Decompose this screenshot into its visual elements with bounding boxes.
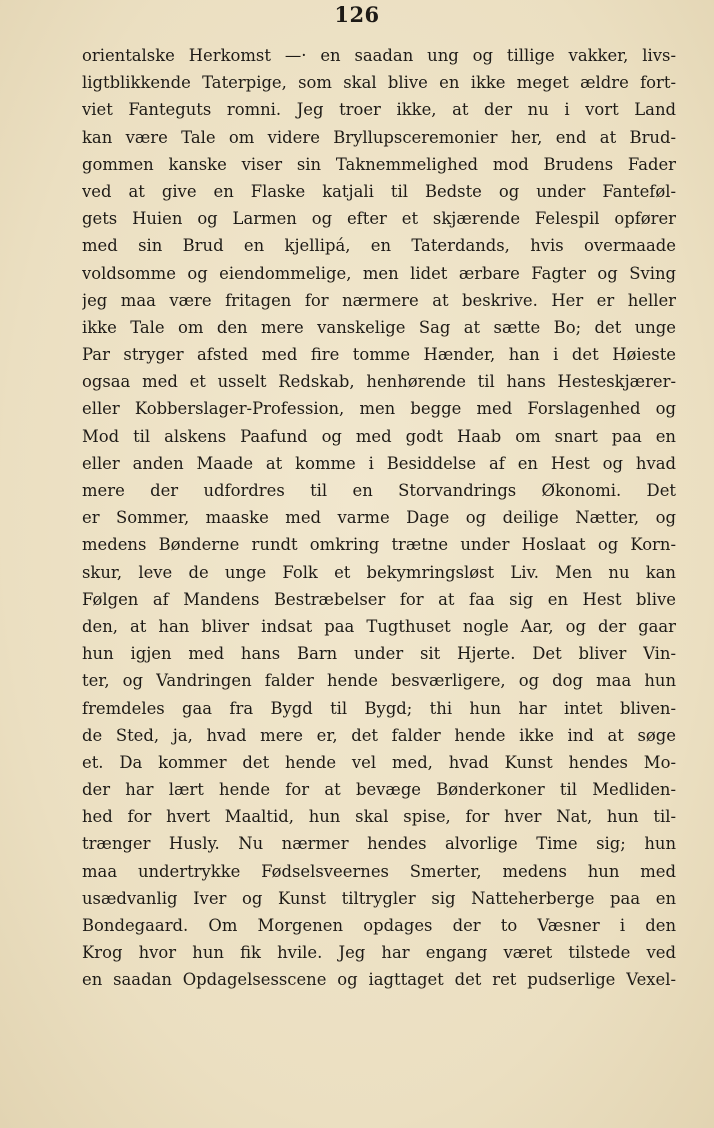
text-line: eller Kobberslager-Profession, men begge med Forslagenhed og xyxy=(82,399,676,419)
text-line: der har lært hende for at bevæge Bønderkoner til Medliden- xyxy=(82,780,676,800)
text-line: ligtblikkende Taterpige, som skal blive en ikke meget ældre fort- xyxy=(82,73,676,93)
page-number: 126 xyxy=(334,2,380,27)
text-line: viet Fanteguts romni. Jeg troer ikke, at der nu i vort Land xyxy=(82,100,676,120)
text-line: med sin Brud en kjellipá, en Taterdands, hvis overmaade xyxy=(82,236,676,256)
text-line: fremdeles gaa fra Bygd til Bygd; thi hun har intet bliven- xyxy=(82,698,676,718)
text-line: ved at give en Flaske katjali til Bedste og under Fanteføl- xyxy=(82,181,676,201)
text-line: skur, leve de unge Folk et bekymringsløst Liv. Men nu kan xyxy=(82,562,676,582)
text-line: orientalske Herkomst —· en saadan ung og tillige vakker, livs- xyxy=(82,46,676,65)
text-line: Bondegaard. Om Morgenen opdages der to Væsner i den xyxy=(82,916,676,935)
text-line: mere der udfordres til en Storvandrings Økonomi. Det xyxy=(82,481,676,500)
text-line: voldsomme og eiendommelige, men lidet ærbare Fagter og Sving xyxy=(82,263,676,283)
text-line: Par stryger afsted med fire tomme Hænder, han i det Høieste xyxy=(82,345,676,365)
text-line: trænger Husly. Nu nærmer hendes alvorlige Time sig; hun xyxy=(82,834,676,854)
text-line: gommen kanske viser sin Taknemmelighed mod Brudens Fader xyxy=(82,154,676,174)
text-line: maa undertrykke Fødselsveernes Smerter, medens hun med xyxy=(82,861,676,881)
text-line: hed for hvert Maaltid, hun skal spise, for hver Nat, hun til- xyxy=(82,807,676,827)
text-line: Krog hvor hun fik hvile. Jeg har engang været tilstede ved xyxy=(82,943,676,963)
body-text xyxy=(82,42,676,994)
text-line: en saadan Opdagelsesscene og iagttaget det ret pudserlige Vexel- xyxy=(82,970,676,990)
text-line: gets Huien og Larmen og efter et skjærende Felespil opfører xyxy=(82,209,676,229)
text-line: usædvanlig Iver og Kunst tiltrygler sig Natteherberge paa en xyxy=(82,888,676,908)
text-line: jeg maa være fritagen for nærmere at beskrive. Her er heller xyxy=(82,290,676,310)
text-line: de Sted, ja, hvad mere er, det falder hende ikke ind at søge xyxy=(82,725,676,745)
text-line: ogsaa med et usselt Redskab, henhørende til hans Hesteskjærer- xyxy=(82,372,676,392)
text-line: er Sommer, maaske med varme Dage og deilige Nætter, og xyxy=(82,508,676,528)
text-line: den, at han bliver indsat paa Tugthuset nogle Aar, og der gaar xyxy=(82,616,676,636)
text-line: ikke Tale om den mere vanskelige Sag at sætte Bo; det unge xyxy=(82,317,676,337)
text-line: medens Bønderne rundt omkring trætne under Hoslaat og Korn- xyxy=(82,535,676,555)
text-line: Følgen af Mandens Bestræbelser for at faa sig en Hest blive xyxy=(82,589,676,609)
text-line: eller anden Maade at komme i Besiddelse af en Hest og hvad xyxy=(82,453,676,473)
text-line: Mod til alskens Paafund og med godt Haab om snart paa en xyxy=(82,426,676,446)
text-line: kan være Tale om videre Bryllupsceremonier her, end at Brud- xyxy=(82,127,676,147)
text-line: hun igjen med hans Barn under sit Hjerte. Det bliver Vin- xyxy=(82,644,676,664)
text-line: ter, og Vandringen falder hende besværligere, og dog maa hun xyxy=(82,671,676,691)
text-line: et. Da kommer det hende vel med, hvad Kunst hendes Mo- xyxy=(82,752,676,772)
